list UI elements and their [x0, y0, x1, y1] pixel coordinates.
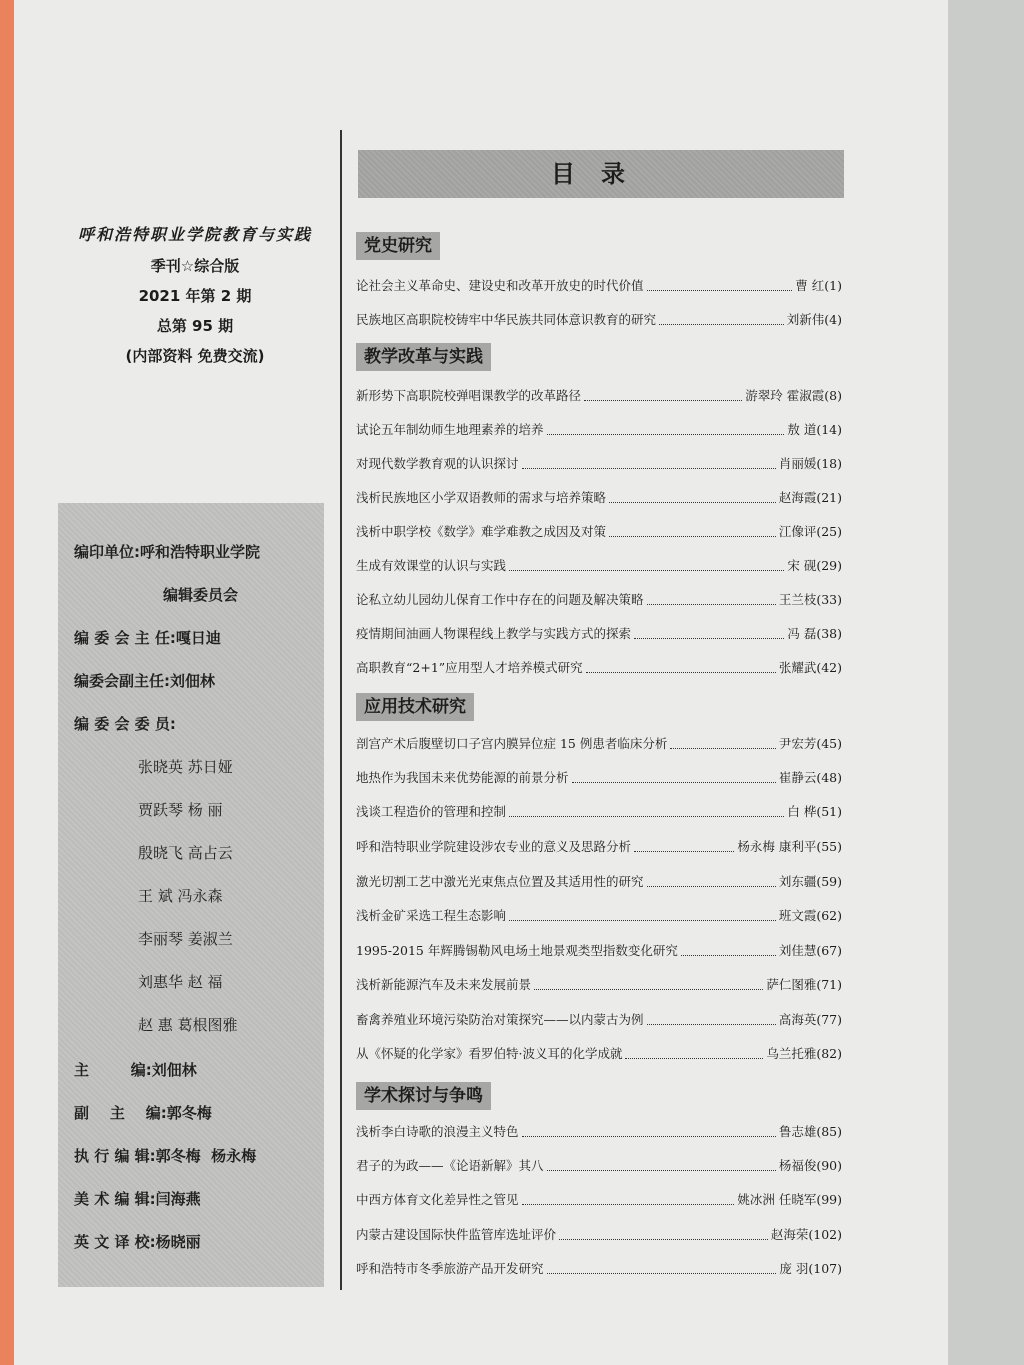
entry-title: 从《怀疑的化学家》看罗伯特·波义耳的化学成就	[356, 1046, 623, 1061]
board-members-label: 编 委 会 委 员:	[74, 715, 176, 733]
entry-title: 浅析李白诗歌的浪漫主义特色	[356, 1124, 519, 1139]
board-member-row: 贾跃琴 杨 丽	[138, 801, 223, 819]
board-member-row: 刘惠华 赵 福	[138, 973, 223, 991]
entry-title: 地热作为我国未来优势能源的前景分析	[356, 770, 569, 785]
board-member-row: 赵 惠 葛根图雅	[138, 1016, 238, 1034]
entry-author: 宋 砚	[787, 558, 817, 573]
show-through-text	[60, 100, 880, 140]
toc-entry	[356, 386, 842, 406]
toc-entry	[356, 658, 842, 678]
leader-dots	[647, 604, 776, 605]
toc-entry	[356, 420, 842, 440]
committee-title: 编辑委员会	[163, 586, 239, 604]
entry-author: 王兰枝	[778, 592, 817, 607]
leader-dots	[547, 434, 785, 435]
leader-dots	[509, 816, 784, 817]
board-deputy: 编委会副主任:刘佃林	[74, 672, 215, 690]
toc-entry	[356, 1044, 842, 1064]
entry-page: (4)	[824, 312, 842, 327]
toc-entry	[356, 802, 842, 822]
entry-author: 鲁志雄	[778, 1124, 817, 1139]
toc-entry	[356, 1156, 842, 1176]
entry-author: 庞 羽	[779, 1261, 809, 1276]
toc-heading: 目录	[358, 150, 844, 198]
entry-author: 尹宏芳	[778, 736, 817, 751]
entry-page: (107)	[808, 1261, 842, 1276]
entry-page: (62)	[816, 908, 842, 923]
section-heading: 党史研究	[356, 232, 440, 260]
entry-page: (21)	[816, 490, 842, 505]
entry-author: 张耀武	[778, 660, 817, 675]
leader-dots	[659, 324, 784, 325]
toc-entry	[356, 734, 842, 754]
leader-dots	[509, 570, 784, 571]
entry-author: 赵海荣	[770, 1227, 809, 1242]
board-director: 编 委 会 主 任:嘎日迪	[74, 629, 221, 647]
masthead	[60, 222, 330, 375]
entry-title: 浅谈工程造价的管理和控制	[356, 804, 507, 819]
publisher: 编印单位:呼和浩特职业学院	[74, 543, 260, 561]
entry-title: 呼和浩特市冬季旅游产品开发研究	[356, 1261, 544, 1276]
entry-page: (33)	[816, 592, 842, 607]
entry-title: 民族地区高职院校铸牢中华民族共同体意识教育的研究	[356, 312, 657, 327]
leader-dots	[586, 672, 776, 673]
column-divider	[340, 130, 342, 1290]
entry-page: (29)	[816, 558, 842, 573]
leader-dots	[670, 748, 775, 749]
entry-author: 刘东疆	[778, 874, 817, 889]
toc-entry	[356, 624, 842, 644]
entry-title: 生成有效课堂的认识与实践	[356, 558, 507, 573]
editorial-board	[58, 503, 324, 1287]
toc-entry	[356, 310, 842, 330]
entry-author: 班文霞	[778, 908, 817, 923]
toc-entry	[356, 1010, 842, 1030]
entry-page: (38)	[816, 626, 842, 641]
entry-page: (71)	[816, 977, 842, 992]
board-member-row: 张晓英 苏日娅	[138, 758, 233, 776]
entry-author: 高海英	[778, 1012, 817, 1027]
entry-title: 浅析金矿采选工程生态影响	[356, 908, 507, 923]
entry-page: (67)	[816, 943, 842, 958]
entry-title: 剖宫产术后腹壁切口子宫内膜异位症 15 例患者临床分析	[356, 736, 668, 751]
entry-author: 曹 红	[795, 278, 825, 293]
entry-author: 乌兰托雅	[766, 1046, 817, 1061]
toc-entry	[356, 556, 842, 576]
entry-title: 新形势下高职院校弹唱课教学的改革路径	[356, 388, 582, 403]
leader-dots	[647, 1024, 776, 1025]
leader-dots	[547, 1273, 777, 1274]
entry-title: 对现代数学教育观的认识探讨	[356, 456, 519, 471]
entry-page: (99)	[816, 1192, 842, 1207]
entry-author: 杨福俊	[778, 1158, 817, 1173]
entry-author: 江像评	[778, 524, 817, 539]
leader-dots	[681, 955, 776, 956]
toc-entry	[356, 1225, 842, 1245]
leader-dots	[559, 1239, 768, 1240]
leader-dots	[634, 638, 784, 639]
leader-dots	[584, 400, 742, 401]
entry-title: 疫情期间油画人物课程线上教学与实践方式的探索	[356, 626, 632, 641]
toc-entry	[356, 1190, 842, 1210]
entry-page: (55)	[816, 839, 842, 854]
entry-author: 冯 磊	[787, 626, 817, 641]
entry-title: 内蒙古建设国际快件监管库选址评价	[356, 1227, 557, 1242]
toc-entry	[356, 975, 842, 995]
entry-title: 畜禽养殖业环境污染防治对策探究——以内蒙古为例	[356, 1012, 644, 1027]
entry-page: (18)	[816, 456, 842, 471]
entry-page: (59)	[816, 874, 842, 889]
entry-page: (25)	[816, 524, 842, 539]
entry-title: 激光切割工艺中激光光束焦点位置及其适用性的研究	[356, 874, 644, 889]
entry-title: 浅析新能源汽车及未来发展前景	[356, 977, 532, 992]
toc-entry	[356, 1259, 842, 1279]
entry-page: (77)	[816, 1012, 842, 1027]
leader-dots	[625, 1058, 763, 1059]
leader-dots	[634, 851, 734, 852]
toc-entry	[356, 454, 842, 474]
section-heading: 学术探讨与争鸣	[356, 1082, 491, 1110]
toc-entry	[356, 276, 842, 296]
entry-author: 白 桦	[787, 804, 817, 819]
leader-dots	[522, 468, 776, 469]
entry-author: 萨仁图雅	[766, 977, 817, 992]
entry-page: (102)	[808, 1227, 842, 1242]
entry-page: (8)	[824, 388, 842, 403]
entry-page: (51)	[816, 804, 842, 819]
leader-dots	[647, 290, 793, 291]
entry-title: 高职教育“2+1”应用型人才培养模式研究	[356, 660, 583, 675]
entry-page: (1)	[824, 278, 842, 293]
entry-page: (85)	[816, 1124, 842, 1139]
leader-dots	[572, 782, 776, 783]
entry-author: 崔静云	[778, 770, 817, 785]
toc-entry	[356, 906, 842, 926]
entry-page: (14)	[816, 422, 842, 437]
toc-entry	[356, 837, 842, 857]
vice-chief-editor: 副 主 编:郭冬梅	[74, 1104, 212, 1122]
board-member-row: 殷晓飞 高占云	[138, 844, 233, 862]
leader-dots	[547, 1170, 776, 1171]
entry-author: 游翠玲 霍淑霞	[745, 388, 825, 403]
entry-title: 论社会主义革命史、建设史和改革开放史的时代价值	[356, 278, 644, 293]
entry-title: 君子的为政——《论语新解》其八	[356, 1158, 544, 1173]
entry-title: 1995-2015 年辉腾锡勒风电场土地景观类型指数变化研究	[356, 943, 678, 958]
entry-author: 刘新伟	[786, 312, 825, 327]
leader-dots	[522, 1136, 776, 1137]
art-editor: 美 术 编 辑:闫海燕	[74, 1190, 201, 1208]
total-issue-label: 总第 95 期	[156, 317, 234, 335]
entry-page: (90)	[816, 1158, 842, 1173]
toc-entry	[356, 522, 842, 542]
leader-dots	[509, 920, 776, 921]
toc-entry	[356, 768, 842, 788]
entry-author: 敖 道	[787, 422, 817, 437]
leader-dots	[609, 536, 776, 537]
board-member-row: 王 斌 冯永森	[138, 887, 223, 905]
issue-label: 2021 年第 2 期	[138, 287, 252, 305]
section-heading: 应用技术研究	[356, 693, 474, 721]
entry-title: 呼和浩特职业学院建设涉农专业的意义及思路分析	[356, 839, 632, 854]
edition-label: 季刊☆综合版	[150, 257, 240, 275]
entry-page: (45)	[816, 736, 842, 751]
entry-author: 杨永梅 康利平	[737, 839, 817, 854]
entry-page: (48)	[816, 770, 842, 785]
toc-entry	[356, 488, 842, 508]
entry-author: 刘佳慧	[778, 943, 817, 958]
journal-title: 呼和浩特职业学院教育与实践	[77, 225, 312, 244]
chief-editor: 主 编:刘佃林	[74, 1061, 197, 1079]
toc-entry	[356, 941, 842, 961]
entry-author: 赵海霞	[778, 490, 817, 505]
toc-entry	[356, 1122, 842, 1142]
toc-entry	[356, 590, 842, 610]
board-member-row: 李丽琴 姜淑兰	[138, 930, 233, 948]
internal-note: (内部资料 免费交流)	[125, 347, 265, 365]
leader-dots	[609, 502, 776, 503]
entry-page: (42)	[816, 660, 842, 675]
section-heading: 教学改革与实践	[356, 343, 491, 371]
entry-page: (82)	[816, 1046, 842, 1061]
leader-dots	[647, 886, 776, 887]
leader-dots	[534, 989, 763, 990]
english-editor: 英 文 译 校:杨晓丽	[74, 1233, 201, 1251]
entry-title: 浅析中职学校《数学》难学难教之成因及对策	[356, 524, 607, 539]
entry-title: 浅析民族地区小学双语教师的需求与培养策略	[356, 490, 607, 505]
toc-entry	[356, 872, 842, 892]
entry-title: 中西方体育文化差异性之管见	[356, 1192, 519, 1207]
entry-title: 论私立幼儿园幼儿保育工作中存在的问题及解决策略	[356, 592, 644, 607]
entry-title: 试论五年制幼师生地理素养的培养	[356, 422, 544, 437]
executive-editor: 执 行 编 辑:郭冬梅 杨永梅	[74, 1147, 257, 1165]
leader-dots	[522, 1204, 735, 1205]
entry-author: 肖丽媛	[778, 456, 817, 471]
entry-author: 姚冰洲 任晓军	[737, 1192, 817, 1207]
